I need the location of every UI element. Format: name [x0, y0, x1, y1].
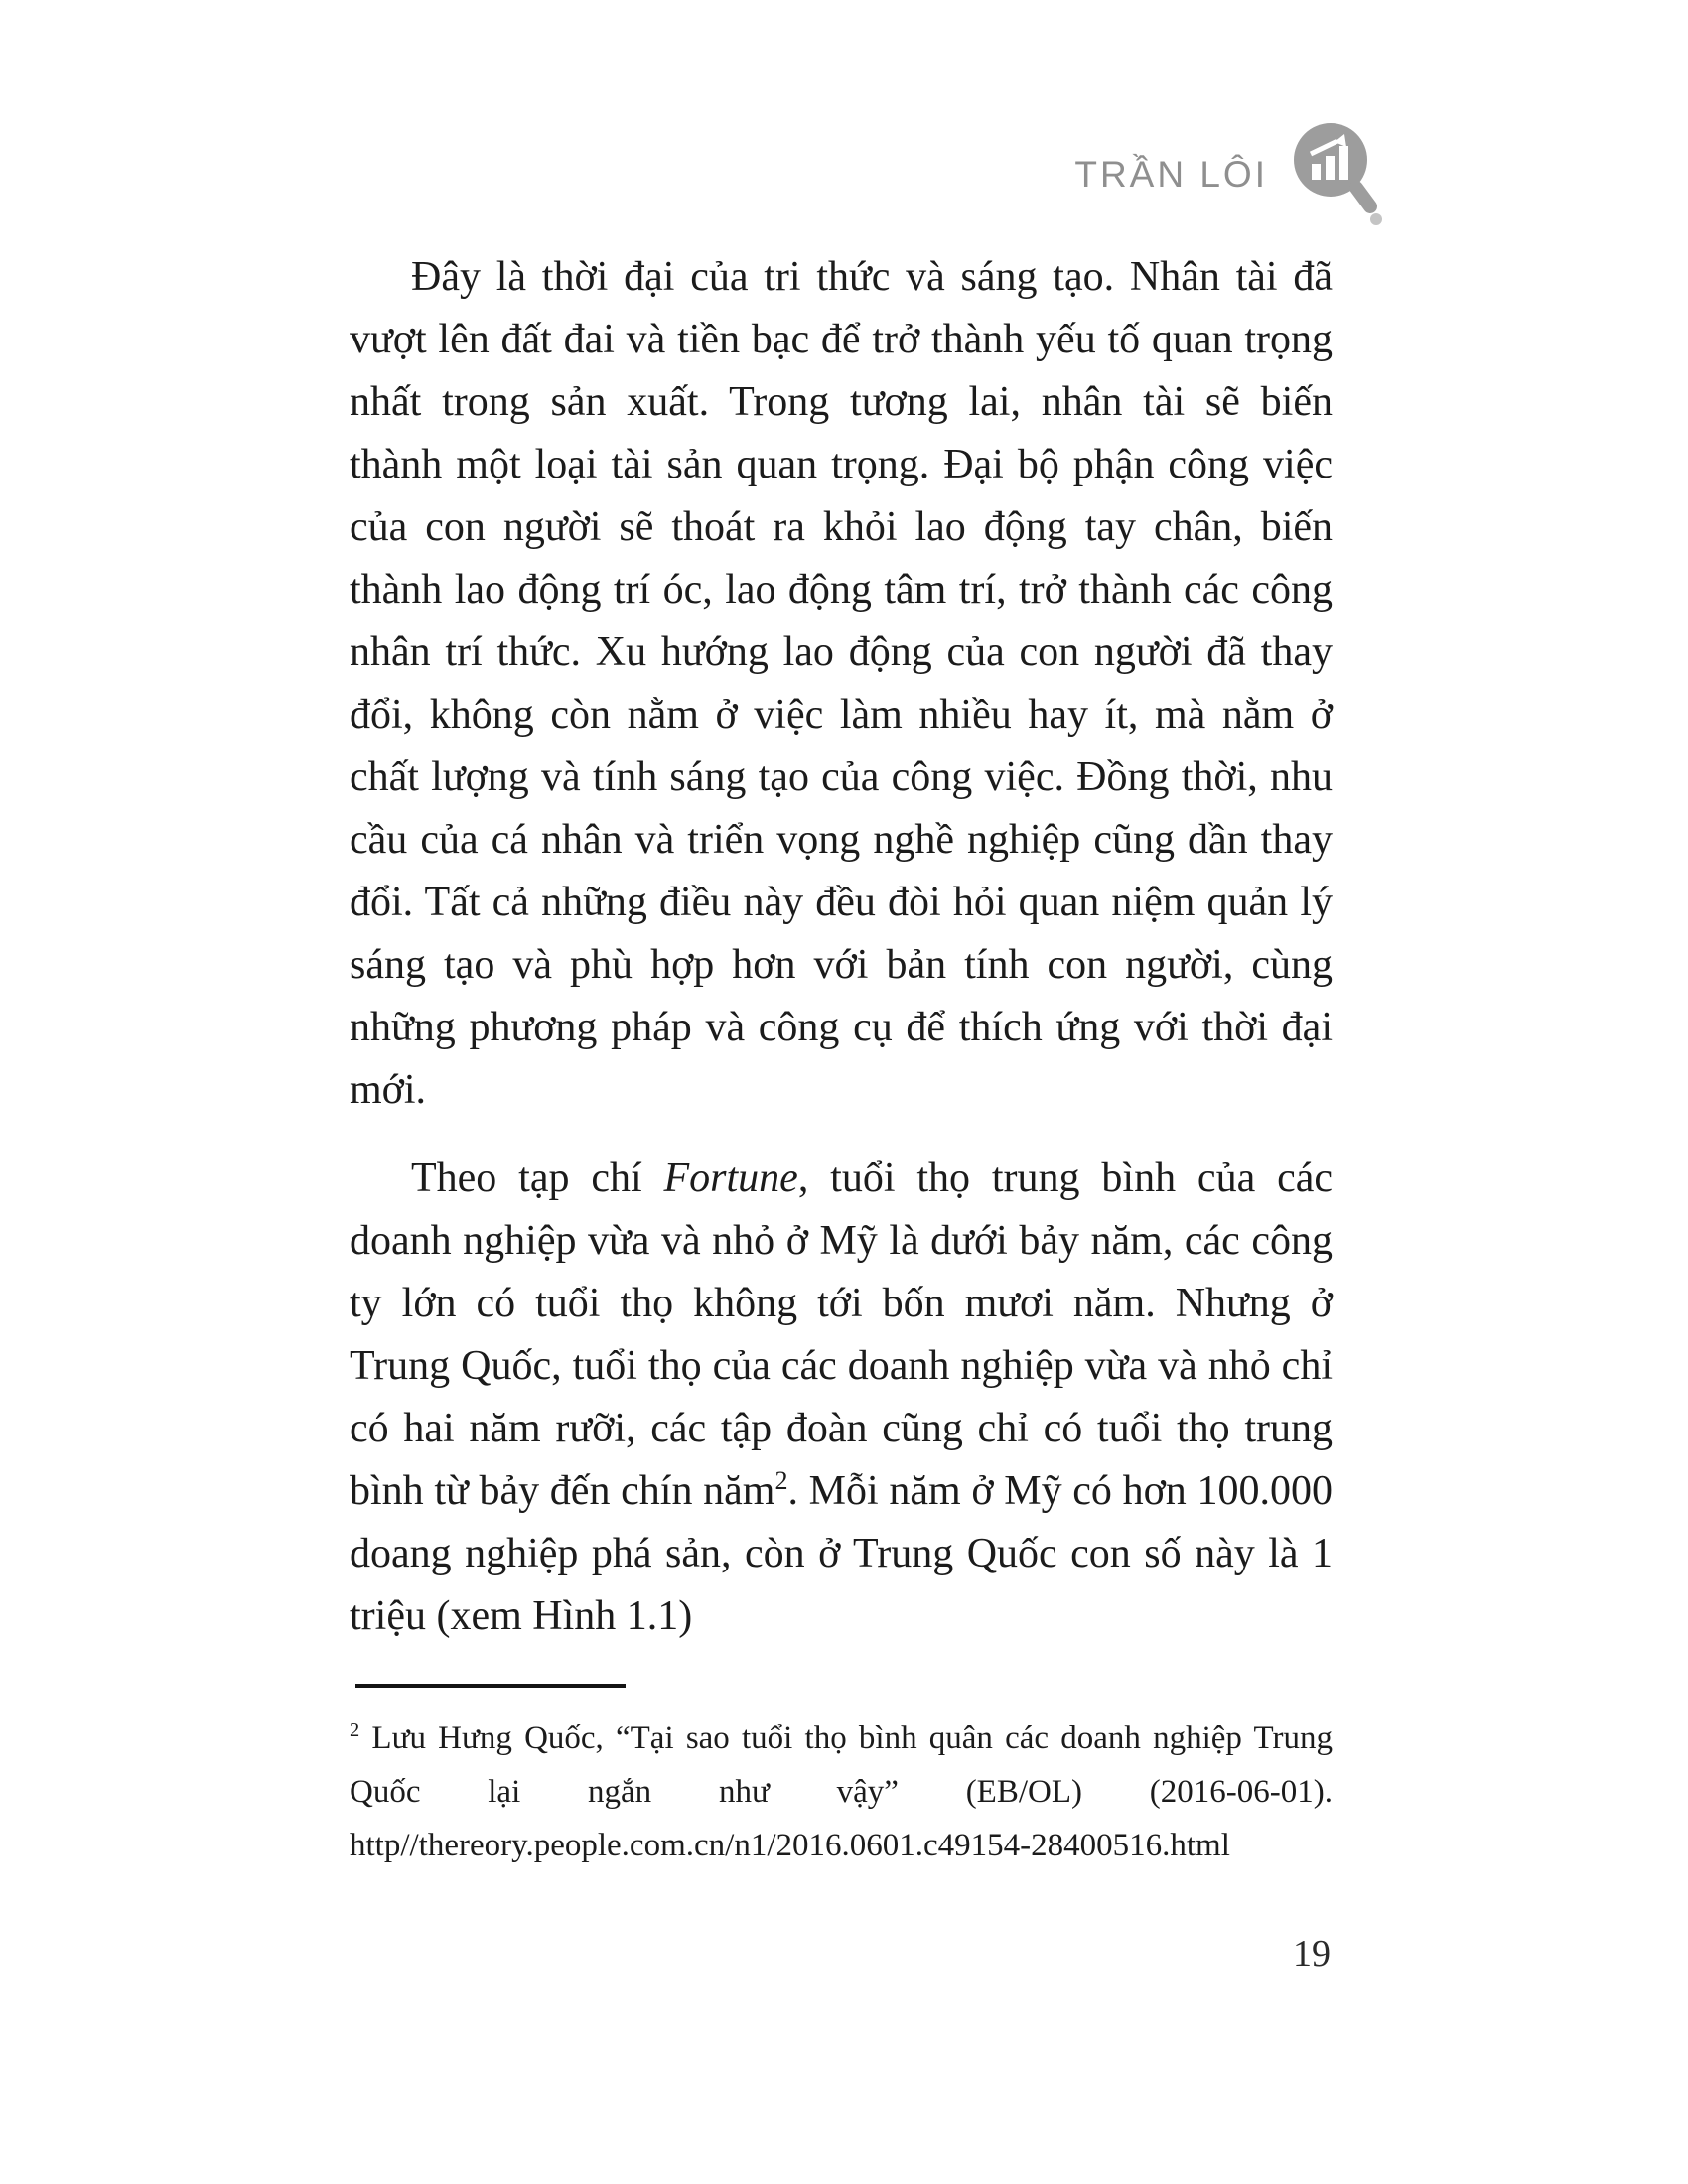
footnote: [350, 1711, 1333, 1872]
paragraph-2-text-mid: , tuổi thọ trung bình của các doanh nghiệp vừa và nhỏ ở Mỹ là dưới bảy năm, các công ty lớn có tuổi thọ không tới bốn mươi năm. Nhưng ở Trung Quốc, tuổi thọ của các doanh nghiệp vừa và nhỏ chỉ có hai năm rưỡi, các tập đoàn cũng chỉ có tuổi thọ trung bình từ bảy đến chín năm: [350, 1156, 1333, 1514]
footnote-reference: 2: [774, 1466, 788, 1495]
paragraph-1: Đây là thời đại của tri thức và sáng tạo. Nhân tài đã vượt lên đất đai và tiền bạc để trở thành yếu tố quan trọng nhất trong sản xuất. Trong tương lai, nhân tài sẽ biến thành một loại tài sản quan trọng. Đại bộ phận công việc của con người sẽ thoát ra khỏi lao động tay chân, biến thành lao động trí óc, lao động tâm trí, trở thành các công nhân trí thức. Xu hướng lao động của con người đã thay đổi, không còn nằm ở việc làm nhiều hay ít, mà nằm ở chất lượng và tính sáng tạo của công việc. Đồng thời, nhu cầu của cá nhân và triển vọng nghề nghiệp cũng dần thay đổi. Tất cả những điều này đều đòi hỏi quan niệm quản lý sáng tạo và phù hợp hơn với bản tính con người, cùng những phương pháp và công cụ để thích ứng với thời đại mới.: [350, 254, 1333, 1113]
page-number: 19: [1293, 1933, 1331, 1975]
footnote-divider: [355, 1684, 626, 1688]
book-page-content: [350, 246, 1333, 1976]
footnote-marker: 2: [350, 1719, 360, 1741]
paragraph-2-text-post: . Mỗi năm ở Mỹ có hơn 100.000 doang nghiệp phá sản, còn ở Trung Quốc con số này là 1 triệu (xem Hình 1.1): [350, 1468, 1333, 1639]
paragraph-2: [350, 1148, 1333, 1648]
running-header-title: TRẦN LÔI: [1074, 153, 1268, 195]
footnote-text: Lưu Hưng Quốc, “Tại sao tuổi thọ bình quân các doanh nghiệp Trung Quốc lại ngắn như vậy” (EB/OL) (2016-06-01). http//thereory.people.com.cn/n1/2016.0601.c49154-28400516.html: [350, 1720, 1333, 1863]
paragraph-2-text-pre: Theo tạp chí: [411, 1156, 664, 1201]
magnifier-chart-icon: [1286, 115, 1385, 233]
running-header: [348, 115, 1385, 233]
paragraph-2-italic-fortune: Fortune: [663, 1156, 798, 1201]
